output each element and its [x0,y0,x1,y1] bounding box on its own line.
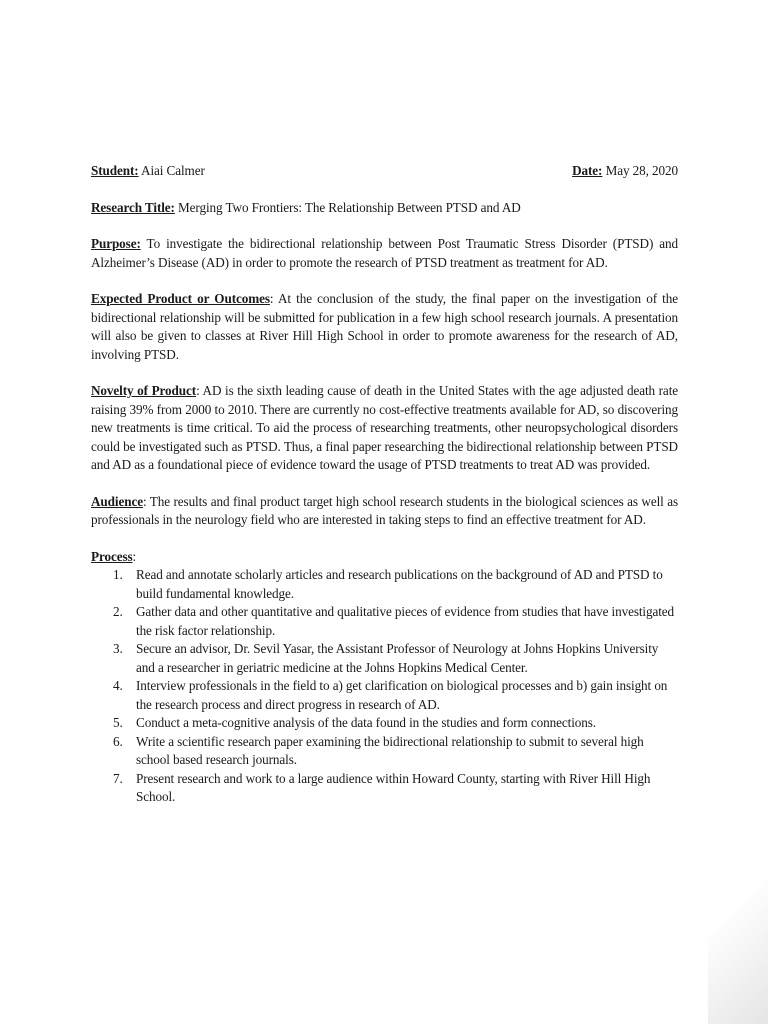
process-item-text: Interview professionals in the field to a) get clarification on biological processes and b) gain insight on the research process and direct progress in research of AD. [136,678,668,712]
research-title-value: Merging Two Frontiers: The Relationship Between PTSD and AD [178,199,521,215]
process-section [91,548,678,807]
expected-outcomes-label: Expected Product or Outcomes [91,291,270,306]
date-value: May 28, 2020 [605,163,678,178]
process-item-text: Secure an advisor, Dr. Sevil Yasar, the Assistant Professor of Neurology at Johns Hopkins University and a researcher in geriatric medicine at the Johns Hopkins Medical Center. [136,641,659,675]
process-item-text: Gather data and other quantitative and qualitative pieces of evidence from studies that have investigated the risk factor relationship. [136,604,675,638]
date-label: Date: [572,163,603,178]
process-item [91,677,678,714]
audience-label: Audience [91,493,143,509]
research-title-label: Research Title: [91,199,175,215]
purpose-section [91,235,678,272]
novelty-text: : AD is the sixth leading cause of death in the United States with the age adjusted death rate raising 39% from 2000 to 2010. There are currently no cost-effective treatments available for AD, so discovering new treatments is time critical. To aid the process of researching treatments, other neuropsychological disorders could be investigated such as PTSD. Thus, a final paper researching the bidirectional relationship between PTSD and AD as a foundational piece of evidence toward the usage of PTSD treatments to treat AD was provided. [91,383,679,472]
process-item-text: Write a scientific research paper examining the bidirectional relationship to submit to several high school based research journals. [136,733,644,767]
student-label: Student: [91,163,139,178]
audience-section [91,493,678,530]
process-item [91,714,678,733]
novelty-label: Novelty of Product [91,383,197,398]
process-colon: : [132,548,137,564]
process-item-text: Read and annotate scholarly articles and research publications on the background of AD and PTSD to build fundamental knowledge. [136,567,663,601]
process-item [91,640,678,677]
process-item [91,770,678,807]
audience-text: : The results and final product target high school research students in the biological sciences as well as professionals in the neurology field who are interested in taking steps to find an effective treatment for AD. [91,493,678,527]
process-item-number: 1. [113,567,123,582]
process-item [91,733,678,770]
process-item-number: 6. [113,733,123,749]
process-list [91,566,678,807]
process-item-text: Conduct a meta-cognitive analysis of the data found in the studies and form connections. [136,715,596,730]
process-item-number: 5. [113,715,123,730]
process-item-number: 3. [113,641,123,656]
process-item-number: 4. [113,678,123,693]
process-item-number: 7. [113,770,123,786]
process-item [91,566,678,603]
purpose-text: To investigate the bidirectional relationship between Post Traumatic Stress Disorder (PTSD) and Alzheimer’s Disease (AD) in order to promote the research of PTSD treatment as treatment for AD. [91,236,678,270]
page-corner-shadow [708,864,768,1024]
header-row [91,162,678,181]
student-field [91,162,205,181]
process-item [91,603,678,640]
student-value: Aiai Calmer [141,163,205,178]
process-item-number: 2. [113,604,123,619]
novelty-section [91,382,678,475]
process-label: Process [91,548,133,564]
purpose-label: Purpose: [91,236,141,251]
process-heading [91,548,678,567]
process-item-text: Present research and work to a large audience within Howard County, starting with River Hill High School. [136,770,651,804]
date-field [572,162,678,181]
document-content [91,162,678,807]
research-title-section [91,199,678,218]
expected-outcomes-section [91,290,678,364]
expected-outcomes-text: : At the conclusion of the study, the final paper on the investigation of the bidirectional relationship will be submitted for publication in a few high school research journals. A presentation will also be given to classes at River Hill High School in order to promote awareness for the research of AD, involving PTSD. [91,291,678,362]
